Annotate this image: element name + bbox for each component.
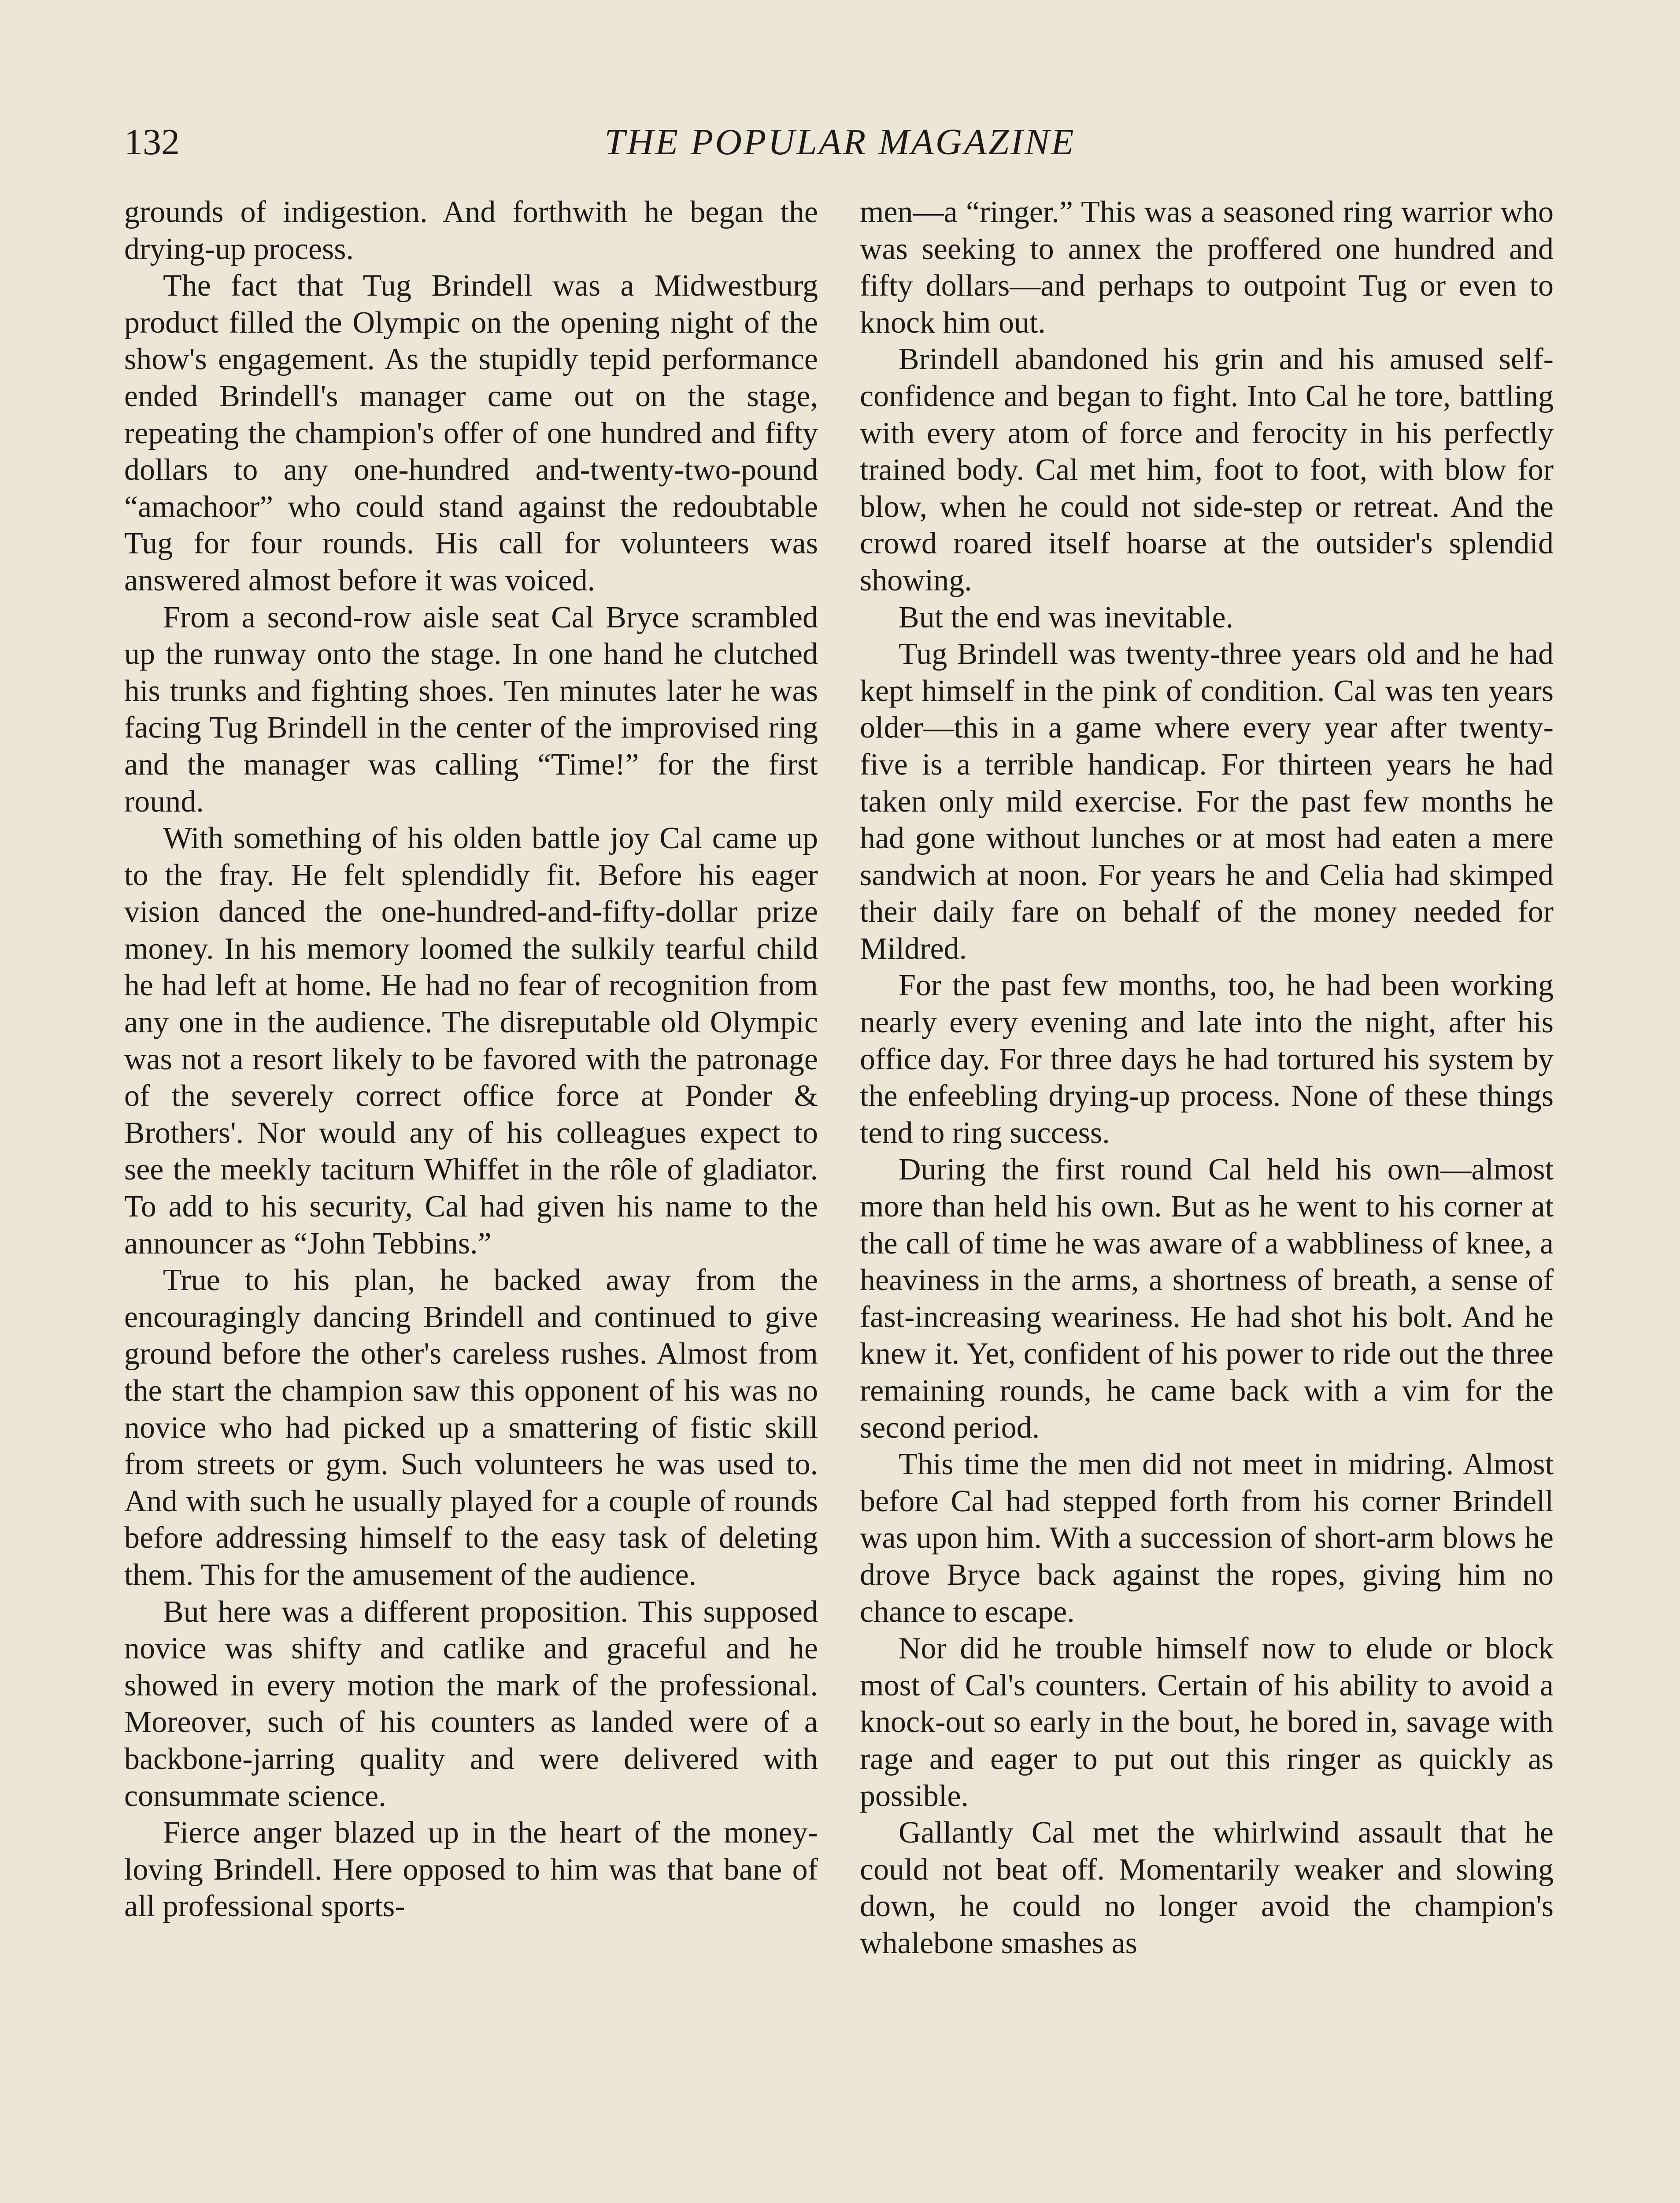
paragraph: This time the men did not meet in midring. Almost before Cal had stepped forth from his corner Brindell was upon him. With a succession of short-arm blows he drove Bryce back against the ropes, giving him no chance to escape. — [860, 1447, 1554, 1629]
paragraph: men—a “ringer.” This was a seasoned ring warrior who was seeking to annex the proffered one hundred and fifty dollars—and perhaps to outpoint Tug or even to knock him out. — [860, 195, 1554, 340]
paragraph: But the end was inevitable. — [899, 600, 1234, 634]
paragraph: But here was a different proposition. This supposed novice was shifty and catlike and graceful and he showed in every motion the mark of the professional. Moreover, such of his counters as landed were of a backbone-jarring quality and were delivered with consummate science. — [124, 1595, 818, 1813]
paragraph: The fact that Tug Brindell was a Midwestburg product filled the Olympic on the opening night of the show's engagement. As the stupidly tepid performance ended Brindell's manager came out on the stage, repeating the champion's offer of one hundred and fifty dollars to any one-hundred and-twenty-two-pound “amachoor” who could stand against the redoubtable Tug for four rounds. His call for volunteers was answered almost before it was voiced. — [124, 269, 818, 597]
paragraph: grounds of indigestion. And forthwith he began the drying-up process. — [124, 195, 818, 266]
right-column — [860, 194, 1554, 1962]
paragraph: From a second-row aisle seat Cal Bryce scrambled up the runway onto the stage. In one hand he clutched his trunks and fighting shoes. Ten minutes later he was facing Tug Brindell in the center of the improvised ring and the manager was calling “Time!” for the first round. — [124, 600, 818, 819]
page-number: 132 — [124, 122, 180, 163]
paragraph: Fierce anger blazed up in the heart of the money-loving Brindell. Here opposed to him was that bane of all professional sports- — [124, 1816, 818, 1924]
paragraph: Gallantly Cal met the whirlwind assault that he could not beat off. Momentarily weaker and slowing down, he could no longer avoid the champion's whalebone smashes as — [860, 1816, 1554, 1960]
paragraph: During the first round Cal held his own—almost more than held his own. But as he went to his corner at the call of time he was aware of a wabbliness of knee, a heaviness in the arms, a shortness of breath, a sense of fast-increasing weariness. He had shot his bolt. And he knew it. Yet, confident of his power to ride out the three remaining rounds, he came back with a vim for the second period. — [860, 1153, 1554, 1445]
left-column — [124, 194, 818, 1925]
paragraph: Brindell abandoned his grin and his amused self-confidence and began to fight. Into Cal he tore, battling with every atom of force and ferocity in his perfectly trained body. Cal met him, foot to foot, with blow for blow, when he could not side-step or retreat. And the crowd roared itself hoarse at the outsider's splendid showing. — [860, 342, 1554, 597]
paragraph: For the past few months, too, he had been working nearly every evening and late into the night, after his office day. For three days he had tortured his system by the enfeebling drying-up process. None of these things tend to ring success. — [860, 968, 1554, 1150]
running-title: THE POPULAR MAGAZINE — [604, 122, 1076, 163]
page-header — [124, 118, 1556, 167]
paragraph: True to his plan, he backed away from the encouragingly dancing Brindell and continued to give ground before the other's careless rushes. Almost from the start the champion saw this opponent of his was no novice who had picked up a smattering of fistic skill from streets or gym. Such volunteers he was used to. And with such he usually played for a couple of rounds before addressing himself to the easy task of deleting them. This for the amusement of the audience. — [124, 1263, 818, 1592]
paragraph: Tug Brindell was twenty-three years old and he had kept himself in the pink of condition. Cal was ten years older—this in a game where every year after twenty-five is a terrible handicap. For thirteen years he had taken only mild exercise. For the past few months he had gone without lunches or at most had eaten a mere sandwich at noon. For years he and Celia had skimped their daily fare on behalf of the money needed for Mildred. — [860, 637, 1554, 966]
paragraph: Nor did he trouble himself now to elude or block most of Cal's counters. Certain of his ability to avoid a knock-out so early in the bout, he bored in, savage with rage and eager to put out this ringer as quickly as possible. — [860, 1632, 1554, 1813]
paragraph: With something of his olden battle joy Cal came up to the fray. He felt splendidly fit. Before his eager vision danced the one-hundred-and-fifty-dollar prize money. In his memory loomed the sulkily tearful child he had left at home. He had no fear of recognition from any one in the audience. The disreputable old Olympic was not a resort likely to be favored with the patronage of the severely correct office force at Ponder & Brothers'. Nor would any of his colleagues expect to see the meekly taciturn Whiffet in the rôle of gladiator. To add to his security, Cal had given his name to the announcer as “John Tebbins.” — [124, 821, 818, 1261]
